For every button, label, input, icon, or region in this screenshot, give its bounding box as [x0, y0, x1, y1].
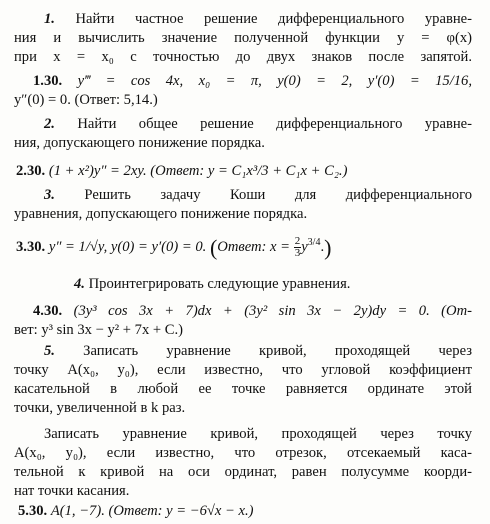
task5-number: 5.: [44, 343, 55, 359]
task5b-line-1: Записать уравнение кривой, проходящей через точку: [44, 426, 472, 442]
task2-number: 2.: [44, 116, 55, 132]
task5b-line-2: A(x₀, y₀), если известно, что отрезок, отсекаемый каса-: [14, 445, 472, 461]
task2-text-1: Найти общее решение дифференциального уравне-: [77, 116, 472, 132]
task3-line-2: уравнения, допускающего понижение порядка.: [14, 206, 308, 222]
task5-line-2: точку A(x₀, y₀), если известно, что угловой коэффициент: [14, 362, 472, 378]
item-1-30-equation: y‴ = cos 4x, x₀ = π, y(0) = 2, y′(0) = 15/16,: [77, 73, 472, 89]
item-3-30-fraction: $\frac{2}{3}$: [294, 235, 301, 259]
item-3-30-number: 3.30.: [16, 238, 46, 255]
item-4-30-equation: (3y³ cos 3x + 7)dx + (3y² sin 3x − 2y)dy = 0. (От-: [73, 303, 472, 319]
task5b-line-3: тельной к кривой на оси ординат, равен полусумме коорди-: [14, 464, 472, 480]
item-4-30-line-1: [33, 302, 472, 320]
item-3-30-answer-label: Ответ:: [217, 238, 267, 255]
task1-text-1: Найти частное решение дифференциального уравне-: [75, 11, 472, 27]
task1-line-3: при x = x₀ с точностью до двух знаков после запятой.: [14, 49, 472, 65]
item-3-30-answer-tail: .: [320, 238, 325, 255]
item-2-30-equation: (1 + x²)y″ = 2xy. (Ответ: y = C₁x³/3 + C₁x + C₂.): [48, 163, 348, 179]
item-3-30-answer-exponent: 3/4: [307, 236, 321, 248]
item-3-30-equation: y″ = 1/√y, y(0) = y′(0) = 0.: [48, 238, 207, 255]
task5-line-4: точки, увеличенной в k раз.: [14, 400, 186, 416]
task4-text: Проинтегрировать следующие уравнения.: [88, 276, 351, 292]
task4-line: [74, 275, 350, 293]
item-5-30-number: 5.30.: [18, 503, 48, 519]
task1-line-2: ния и вычислить значение полученной функции y = φ(x): [14, 30, 472, 46]
task3-text-1: Решить задачу Коши для дифференциального: [84, 187, 473, 203]
task3-line-1: [44, 186, 472, 204]
task2-line-1: [44, 115, 472, 133]
item-3-30-line: 3.30. y″ = 1/√y, y(0) = y′(0) = 0. (Ответ: x = $\frac{2}{3}$ $y^{3/4}$.): [16, 234, 332, 260]
item-3-30-answer-var: y: [301, 238, 308, 255]
item-1-30-line-2: y″(0) = 0. (Ответ: 5,14.): [14, 92, 158, 108]
task5-line-3: касательной в любой ее точке равняется ординате этой: [14, 381, 472, 397]
task5-text-1: Записать уравнение кривой, проходящей через: [83, 343, 472, 359]
task5-line-1: [44, 342, 472, 360]
item-1-30-line-1: [33, 72, 472, 90]
item-2-30-number: 2.30.: [16, 163, 46, 179]
item-5-30-line: [18, 502, 254, 520]
item-3-30-answer-lhs: x =: [270, 238, 291, 255]
item-5-30-equation: A(1, −7). (Ответ: y = −6√x − x.): [50, 503, 254, 519]
task1-number: 1.: [44, 11, 55, 27]
task2-line-2: ния, допускающего понижение порядка.: [14, 135, 265, 151]
item-1-30-number: 1.30.: [33, 73, 63, 89]
task3-number: 3.: [44, 187, 55, 203]
task4-number: 4.: [74, 276, 85, 292]
item-4-30-line-2: вет: y³ sin 3x − y² + 7x + C.): [14, 322, 184, 338]
task5b-line-4: нат точки касания.: [14, 483, 130, 499]
task1-line-1: [44, 10, 472, 28]
item-4-30-number: 4.30.: [33, 303, 63, 319]
item-2-30-line: [16, 162, 347, 180]
